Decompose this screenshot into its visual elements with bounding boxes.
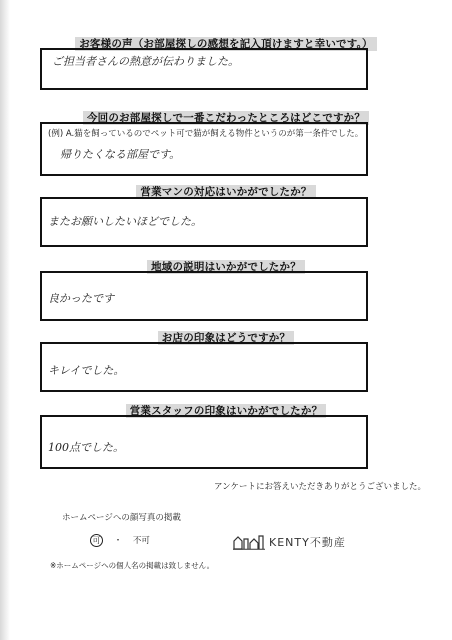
answer-box-2 bbox=[40, 122, 368, 176]
section-title-1: お客様の声（お部屋探しの感想を記入頂けますと幸いです。） bbox=[0, 36, 452, 51]
photo-consent-options bbox=[90, 534, 150, 547]
section-title-3: 営業マンの対応はいかがでしたか？ bbox=[0, 184, 452, 199]
section-title-2: 今回のお部屋探しで一番こだわったところはどこですか？ bbox=[0, 110, 452, 125]
scan-edge bbox=[0, 0, 10, 640]
example-text: (例) A.猫を飼っているのでペット可で猫が飼える物件というのが第一条件でした。 bbox=[48, 129, 364, 139]
consent-option-yes[interactable]: 可 bbox=[90, 534, 103, 547]
section-title-6: 営業スタッフの印象はいかがでしたか？ bbox=[0, 403, 452, 418]
company-logo bbox=[233, 533, 346, 551]
photo-consent-label: ホームページへの顔写真の掲載 bbox=[62, 513, 181, 523]
answer-box-4 bbox=[40, 271, 368, 321]
answer-box-5 bbox=[40, 342, 368, 392]
handwritten-answer-4: 良かったです bbox=[48, 292, 114, 305]
section-title-4: 地域の説明はいかがでしたか？ bbox=[0, 259, 452, 274]
handwritten-answer-6: 100点でした。 bbox=[48, 441, 124, 454]
handwritten-answer-3: またお願いしたいほどでした。 bbox=[48, 215, 202, 228]
answer-box-3 bbox=[40, 197, 368, 247]
privacy-note: ※ホームページへの個人名の掲載は致しません。 bbox=[50, 561, 215, 570]
consent-option-no[interactable]: 不可 bbox=[132, 536, 150, 546]
handwritten-answer-2: 帰りたくなる部屋です。 bbox=[60, 148, 181, 161]
answer-box-6 bbox=[40, 415, 368, 469]
answer-box-1 bbox=[40, 48, 368, 90]
handwritten-answer-1: ご担当者さんの熱意が伝わりました。 bbox=[52, 55, 239, 68]
company-logo-text: KENTY不動産 bbox=[269, 536, 346, 549]
thanks-text: アンケートにお答えいただきありがとうございました。 bbox=[214, 482, 426, 492]
handwritten-answer-5: キレイでした。 bbox=[48, 364, 125, 377]
consent-separator: ・ bbox=[113, 536, 123, 546]
section-title-5: お店の印象はどうですか？ bbox=[0, 330, 452, 345]
house-skyline-icon bbox=[233, 534, 265, 550]
